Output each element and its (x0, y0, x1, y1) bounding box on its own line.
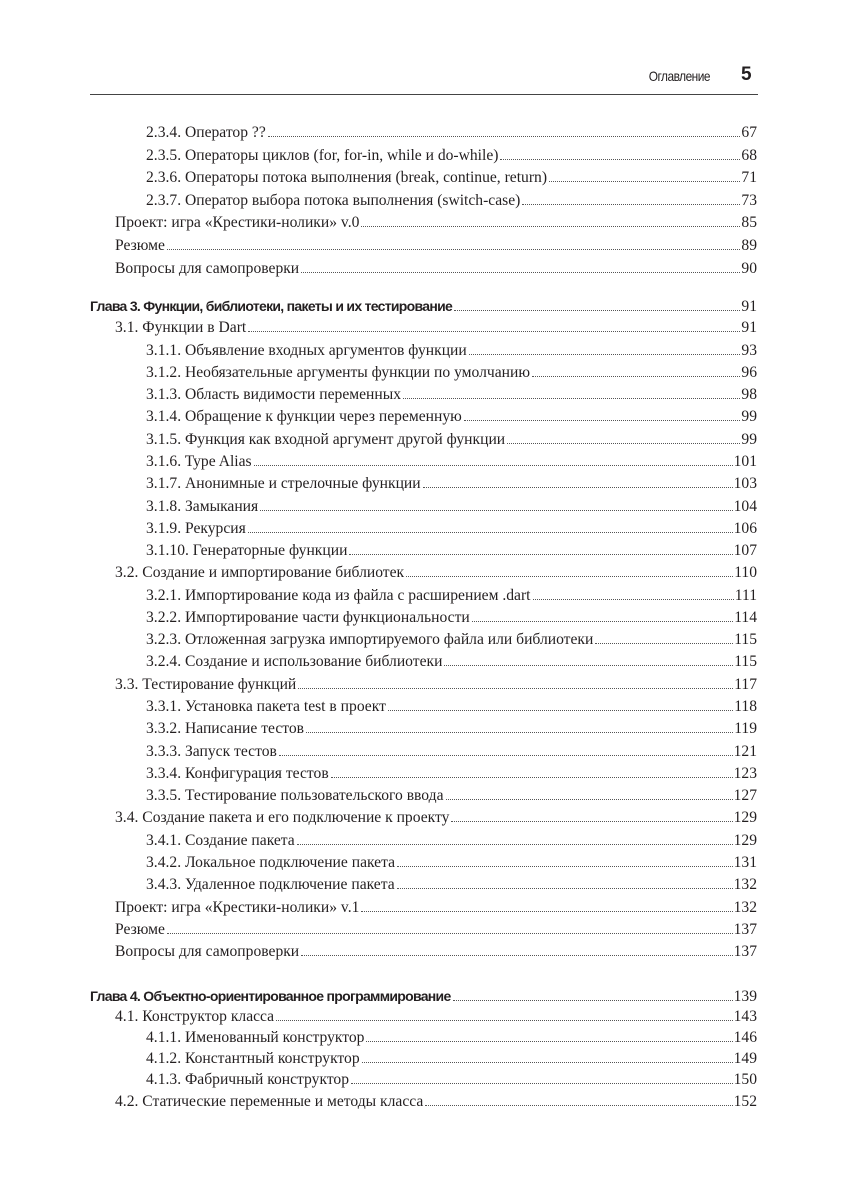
toc-entry (115, 919, 757, 941)
toc-entry-title: 3.1.1. Объявление входных аргументов функции (146, 341, 467, 359)
toc-entry (146, 362, 757, 384)
toc-entry-page: 104 (733, 497, 757, 515)
toc-entry (146, 518, 757, 540)
toc-entry (146, 496, 757, 518)
toc-entry-page: 129 (733, 831, 757, 849)
dot-leader (464, 420, 741, 421)
toc-entry-title: 3.1. Функции в Dart (115, 319, 247, 337)
toc-entry-page: 106 (733, 519, 757, 537)
toc-entry-page: 152 (733, 1092, 757, 1110)
toc-entry-title: 3.1.6. Type Alias (146, 452, 252, 470)
toc-entry (146, 1027, 757, 1049)
dot-leader (451, 821, 732, 822)
toc-entry-page: 115 (734, 653, 757, 671)
toc-entry-title: 3.1.7. Анонимные и стрелочные функции (146, 475, 421, 493)
toc-entry-page: 121 (733, 742, 757, 760)
toc-entry-title: 3.1.10. Генераторные функции (146, 542, 348, 560)
dot-leader (533, 599, 734, 600)
toc-entry-title: 3.3.1. Установка пакета test в проект (146, 698, 386, 716)
dot-leader (331, 777, 733, 778)
running-header-title: Оглавление (648, 68, 710, 84)
toc-entry-page: 91 (741, 319, 757, 337)
toc-entry-title: 3.1.3. Область видимости переменных (146, 386, 401, 404)
toc-entry (115, 317, 757, 339)
dot-leader (361, 911, 732, 912)
toc-entry-page: 91 (741, 298, 757, 315)
toc-entry (146, 384, 757, 406)
toc-entry-title: 4.1.2. Константный конструктор (146, 1050, 360, 1068)
toc-entry-title: Глава 4. Объектно-ориентированное программирование (90, 988, 451, 1004)
toc-entry-title: 2.3.7. Оператор выбора потока выполнения (switch-case) (146, 191, 521, 209)
toc-entry-page: 96 (741, 363, 757, 381)
dot-leader (595, 643, 733, 644)
dot-leader (507, 443, 740, 444)
toc-entry-page: 114 (734, 608, 757, 626)
toc-chapter-entry (90, 295, 757, 317)
dot-leader (425, 1105, 732, 1106)
toc-entry (115, 1091, 757, 1113)
toc-entry-title: 3.2.1. Импортирование кода из файла с расширением .dart (146, 586, 531, 604)
toc-entry (146, 585, 757, 607)
header-rule (90, 94, 758, 95)
toc-entry-page: 127 (733, 787, 757, 805)
toc-entry (146, 763, 757, 785)
toc-entry (115, 562, 757, 584)
toc-entry-title: 3.2.4. Создание и использование библиотеки (146, 653, 443, 671)
page-number: 5 (741, 64, 752, 85)
toc-entry-page: 99 (741, 408, 757, 426)
toc-entry-title: 3.1.9. Рекурсия (146, 519, 246, 537)
toc-entry-title: 4.1.3. Фабричный конструктор (146, 1071, 350, 1089)
dot-leader (301, 955, 732, 956)
toc-entry-page: 119 (734, 720, 757, 738)
toc-entry-page: 103 (733, 475, 757, 493)
dot-leader (248, 532, 733, 533)
toc-entry-page: 129 (733, 809, 757, 827)
dot-leader (349, 554, 732, 555)
toc-entry-page: 132 (733, 876, 757, 894)
dot-leader (406, 576, 733, 577)
toc-entry (146, 1069, 757, 1091)
dot-leader (472, 621, 733, 622)
dot-leader (276, 1020, 733, 1021)
toc-entry-title: 3.2.2. Импортирование части функциональности (146, 608, 470, 626)
toc-entry-title: 2.3.4. Оператор ?? (146, 124, 266, 141)
dot-leader (453, 1000, 733, 1001)
toc-entry-title: 3.4.1. Создание пакета (146, 831, 295, 849)
toc-entry (146, 852, 757, 874)
toc-entry-title: Проект: игра «Крестики-нолики» v.1 (115, 898, 360, 916)
toc-entry-page: 85 (741, 214, 757, 232)
dot-leader (500, 159, 740, 160)
toc-entry (146, 190, 757, 212)
toc-entry-title: 3.2. Создание и импортирование библиотек (115, 564, 405, 582)
toc-entry-title: 4.1.1. Именованный конструктор (146, 1029, 365, 1047)
toc-entry (146, 540, 757, 562)
toc-entry-title: 4.1. Конструктор класса (115, 1008, 275, 1026)
dot-leader (403, 398, 740, 399)
toc-entry (146, 406, 757, 428)
dot-leader (397, 888, 733, 889)
dot-leader (297, 844, 733, 845)
toc-entry (146, 122, 757, 144)
toc-entry (146, 1048, 757, 1070)
toc-entry-page: 93 (741, 341, 757, 359)
dot-leader (444, 665, 733, 666)
dot-leader (254, 465, 733, 466)
toc-entry (146, 718, 757, 740)
toc-entry-title: 3.3.4. Конфигурация тестов (146, 764, 329, 782)
dot-leader (298, 688, 733, 689)
toc-entry (115, 807, 757, 829)
toc-entry-page: 123 (733, 764, 757, 782)
toc-entry (146, 340, 757, 362)
toc-entry (115, 212, 757, 234)
toc-entry-page: 132 (733, 898, 757, 916)
toc-entry-title: 3.3.5. Тестирование пользовательского ввода (146, 787, 444, 805)
toc-entry-page: 143 (733, 1008, 757, 1026)
toc-entry-page: 110 (734, 564, 757, 582)
toc-entry-page: 115 (734, 631, 757, 649)
dot-leader (260, 510, 732, 511)
toc-entry-page: 99 (741, 430, 757, 448)
dot-leader (351, 1083, 733, 1084)
toc-entry-page: 101 (733, 452, 757, 470)
dot-leader (306, 732, 733, 733)
dot-leader (279, 755, 733, 756)
toc-entry (146, 874, 757, 896)
toc-entry-page: 118 (734, 698, 757, 716)
toc-entry (146, 830, 757, 852)
toc-entry-page: 71 (741, 169, 757, 187)
toc-entry-page: 111 (734, 586, 757, 604)
dot-leader (366, 1041, 732, 1042)
toc-entry-title: Вопросы для самопроверки (115, 259, 300, 277)
toc-entry-title: Проект: игра «Крестики-нолики» v.0 (115, 214, 360, 232)
toc-entry-title: 3.2.3. Отложенная загрузка импортируемого файла или библиотеки (146, 631, 594, 649)
toc-entry-title: 3.4. Создание пакета и его подключение к проекту (115, 809, 450, 827)
toc-entry-page: 90 (741, 259, 757, 277)
toc-entry (146, 607, 757, 629)
toc-entry-page: 131 (733, 854, 757, 871)
dot-leader (167, 249, 740, 250)
toc-entry-title: Глава 3. Функции, библиотеки, пакеты и их тестирование (90, 298, 453, 314)
dot-leader (167, 933, 733, 934)
toc-entry-page: 117 (734, 675, 757, 693)
toc-entry (146, 785, 757, 807)
toc-entry (146, 473, 757, 495)
toc-entry-page: 107 (733, 542, 757, 560)
toc-entry (115, 1006, 757, 1028)
toc-entry-title: 4.2. Статические переменные и методы класса (115, 1092, 424, 1110)
toc-entry-title: 2.3.5. Операторы циклов (for, for-in, while и do-while) (146, 146, 499, 164)
toc-entry-title: Резюме (115, 920, 165, 938)
toc-entry (146, 741, 757, 763)
toc-entry (115, 258, 757, 280)
toc-entry (115, 941, 757, 963)
dot-leader (423, 487, 733, 488)
dot-leader (532, 376, 740, 377)
toc-entry (146, 629, 757, 651)
toc-entry-page: 146 (733, 1029, 757, 1047)
toc-entry (146, 429, 757, 451)
toc-entry-page: 150 (733, 1071, 757, 1089)
toc-entry-page: 98 (741, 386, 757, 404)
toc-entry-title: 3.3.2. Написание тестов (146, 720, 305, 738)
toc-entry (115, 235, 757, 257)
dot-leader (361, 226, 740, 227)
toc-entry-title: 3.3. Тестирование функций (115, 675, 297, 693)
toc-entry-title: 2.3.6. Операторы потока выполнения (break, continue, return) (146, 169, 548, 187)
dot-leader (301, 272, 740, 273)
toc-entry (115, 674, 757, 696)
dot-leader (446, 799, 733, 800)
toc-entry-page: 89 (741, 237, 757, 254)
toc-entry-title: 3.1.2. Необязательные аргументы функции по умолчанию (146, 363, 531, 381)
toc-entry (115, 897, 757, 919)
toc-entry-title: Резюме (115, 237, 165, 254)
toc-entry-page: 137 (733, 920, 757, 938)
toc-entry (146, 451, 757, 473)
toc-entry-page: 67 (741, 124, 757, 141)
toc-entry (146, 145, 757, 167)
toc-entry-title: 3.3.3. Запуск тестов (146, 742, 277, 760)
toc-entry (146, 696, 757, 718)
dot-leader (248, 331, 740, 332)
dot-leader (549, 181, 740, 182)
toc-entry (146, 651, 757, 673)
dot-leader (469, 354, 741, 355)
dot-leader (454, 310, 740, 311)
toc-entry-title: 3.1.4. Обращение к функции через переменную (146, 408, 462, 426)
dot-leader (522, 204, 740, 205)
toc-entry-title: 3.1.5. Функция как входной аргумент другой функции (146, 430, 506, 448)
toc-entry-page: 73 (741, 191, 757, 209)
toc-entry-page: 68 (741, 146, 757, 164)
dot-leader (397, 866, 733, 867)
toc-entry-title: Вопросы для самопроверки (115, 943, 300, 961)
toc-entry-title: 3.1.8. Замыкания (146, 497, 259, 515)
toc-chapter-entry (90, 985, 757, 1007)
dot-leader (268, 136, 741, 137)
toc-entry-page: 149 (733, 1050, 757, 1068)
toc-entry-title: 3.4.2. Локальное подключение пакета (146, 854, 396, 871)
toc-entry (146, 167, 757, 189)
dot-leader (362, 1062, 733, 1063)
toc-entry-page: 137 (733, 943, 757, 961)
toc-entry-title: 3.4.3. Удаленное подключение пакета (146, 876, 395, 894)
dot-leader (388, 710, 733, 711)
toc-entry-page: 139 (733, 988, 757, 1005)
